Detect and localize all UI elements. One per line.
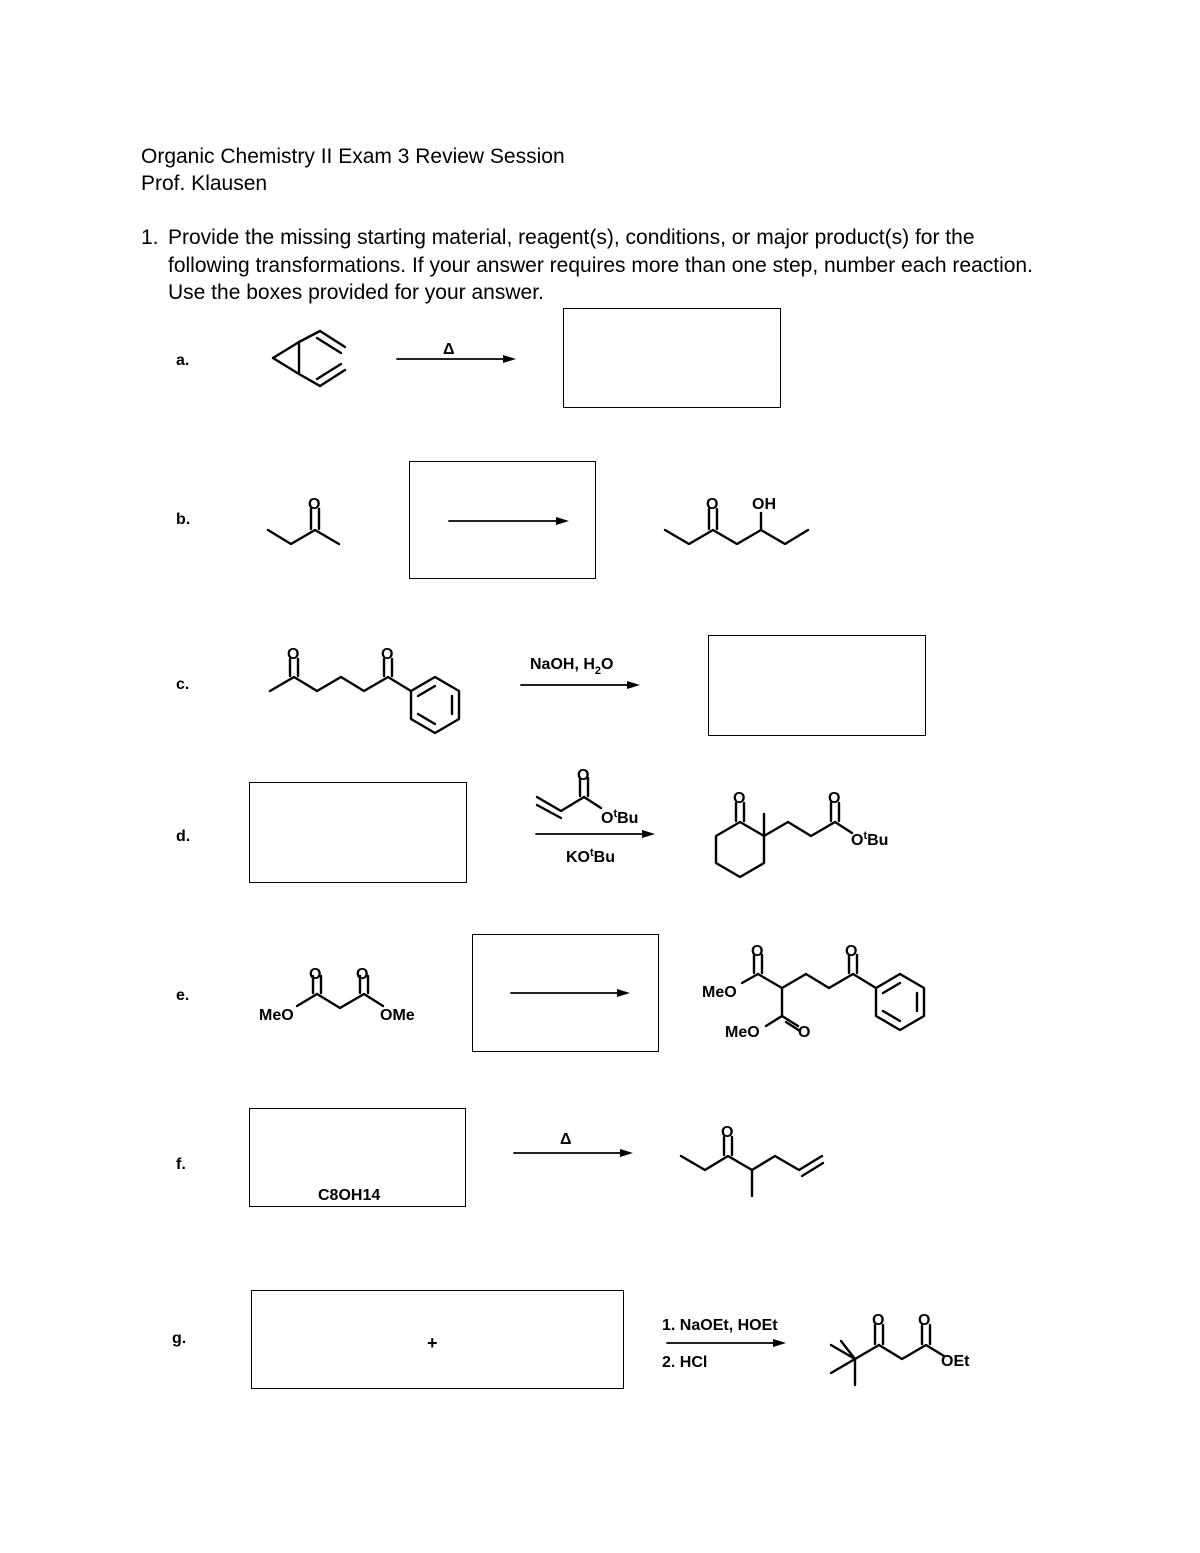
structure-b-product	[665, 496, 808, 544]
document-title: Organic Chemistry II Exam 3 Review Session	[141, 145, 565, 168]
atom-O: O	[798, 1024, 811, 1041]
atom-O: O	[733, 790, 746, 807]
reagent-g-step2: 2. HCl	[662, 1354, 708, 1371]
atom-O: O	[577, 767, 590, 784]
reaction-arrow-d	[536, 767, 655, 866]
reaction-arrow-f	[514, 1131, 633, 1157]
atom-O: O	[381, 646, 394, 663]
atom-O: O	[287, 646, 300, 663]
structure-e-reactant	[259, 966, 415, 1024]
question-text: Provide the missing starting material, reagent(s), conditions, or major product(s) for the following transformations. If your answer requires more than one step, number each reaction. Use the boxes provided for your answer.	[168, 226, 1033, 304]
structure-a-reactant	[273, 331, 345, 386]
atom-O: O	[828, 790, 841, 807]
professor-name: Prof. Klausen	[141, 172, 268, 195]
reaction-arrow-e	[511, 989, 630, 997]
question-number: 1.	[141, 226, 159, 249]
structure-f-product	[681, 1124, 823, 1196]
formula-f: C8OH14	[318, 1187, 381, 1204]
atom-OH: OH	[752, 496, 776, 513]
atom-MeO: MeO	[702, 984, 737, 1001]
reagent-g-step1: 1. NaOEt, HOEt	[662, 1317, 778, 1334]
structure-c-reactant	[270, 646, 459, 733]
structure-d-product	[716, 790, 888, 877]
atom-O: O	[308, 496, 321, 513]
problem-b-label: b.	[176, 511, 191, 528]
atom-OMe: OMe	[380, 1007, 415, 1024]
problem-d-label: d.	[176, 828, 191, 845]
reagent-c: NaOH, $H_2O$	[530, 656, 614, 677]
structure-b-reactant	[268, 496, 339, 544]
plus-sign-g: +	[427, 1333, 438, 1353]
problem-e-label: e.	[176, 987, 190, 1004]
reaction-arrow-b	[449, 517, 569, 525]
atom-O: O	[751, 943, 764, 960]
structure-g-product	[831, 1312, 970, 1385]
atom-O: O	[309, 966, 322, 983]
condition-heat-a: Δ	[443, 341, 455, 358]
structure-e-product	[702, 943, 924, 1041]
condition-heat-f: Δ	[560, 1131, 572, 1148]
reagent-d-base: $KO^tBu$	[566, 847, 615, 866]
problem-a-label: a.	[176, 352, 190, 369]
atom-O: O	[356, 966, 369, 983]
problem-f-label: f.	[176, 1156, 186, 1173]
atom-O: O	[918, 1312, 931, 1329]
problem-c-label: c.	[176, 676, 190, 693]
atom-OtBu: $O^tBu$	[851, 830, 889, 849]
atom-OEt: OEt	[941, 1353, 970, 1370]
reaction-arrow-c	[521, 656, 640, 689]
atom-MeO: MeO	[725, 1024, 760, 1041]
atom-OtBu: $O^tBu$	[601, 808, 639, 827]
problem-g-label: g.	[172, 1330, 187, 1347]
atom-O: O	[845, 943, 858, 960]
atom-MeO: MeO	[259, 1007, 294, 1024]
atom-O: O	[721, 1124, 734, 1141]
reaction-arrow-a	[397, 341, 516, 363]
atom-O: O	[706, 496, 719, 513]
atom-O: O	[872, 1312, 885, 1329]
reaction-arrow-g	[667, 1339, 786, 1347]
